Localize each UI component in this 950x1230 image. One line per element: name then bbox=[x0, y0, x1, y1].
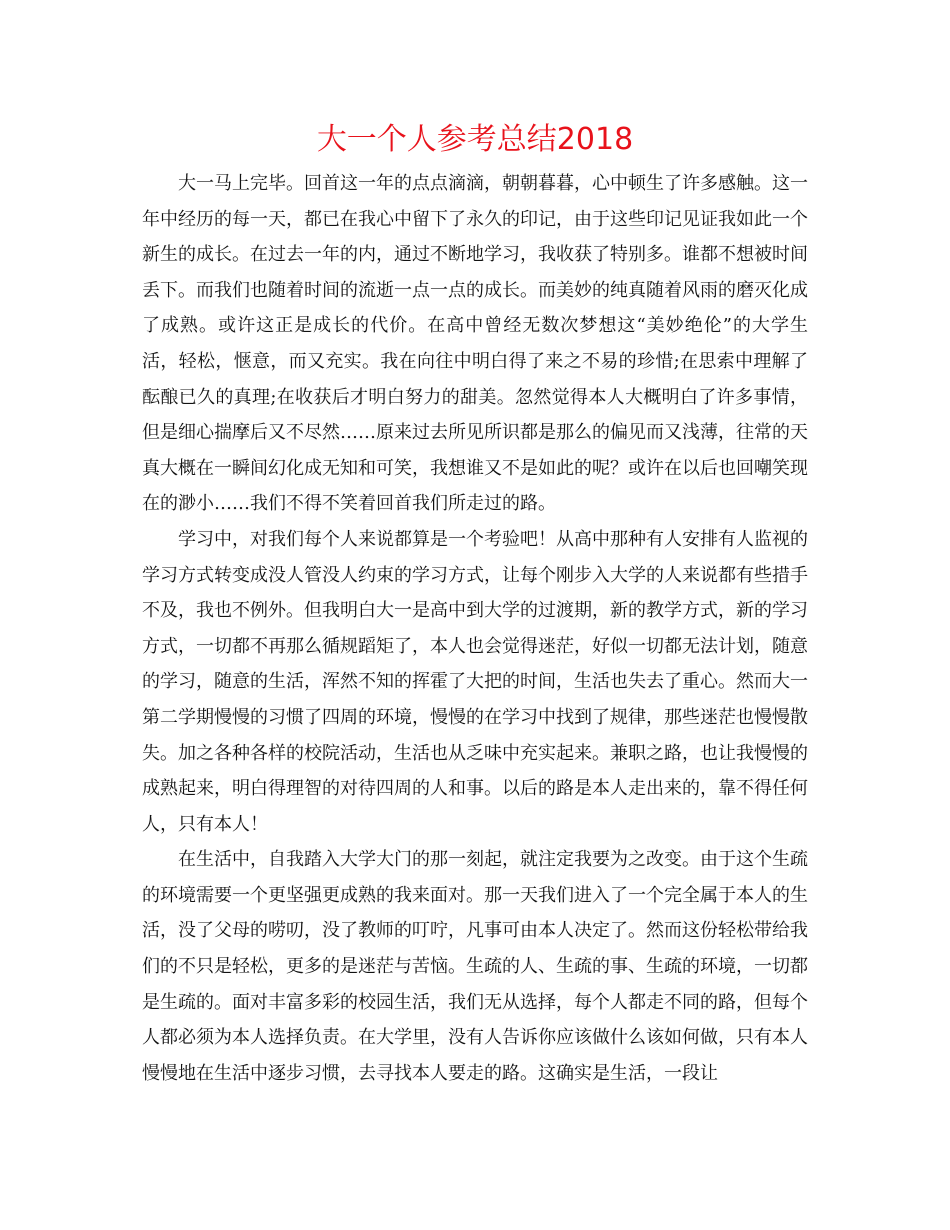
paragraph-1: 大一马上完毕。回首这一年的点点滴滴，朝朝暮暮，心中顿生了许多感触。这一年中经历的每一天，都已在我心中留下了永久的印记，由于这些印记见证我如此一个新生的成长。在过去一年的内，通过不断地学习，我收获了特别多。谁都不想被时间丢下。而我们也随着时间的流逝一点一点的成长。而美妙的纯真随着风雨的磨灭化成了成熟。或许这正是成长的代价。在高中曾经无数次梦想这“美妙绝伦”的大学生活，轻松，惬意，而又充实。我在向往中明白得了来之不易的珍惜;在思索中理解了酝酿已久的真理;在收获后才明白努力的甜美。忽然觉得本人大概明白了许多事情，但是细心揣摩后又不尽然……原来过去所见所识都是那么的偏见而又浅薄，往常的天真大概在一瞬间幻化成无知和可笑，我想谁又不是如此的呢？或许在以后也回嘲笑现在的渺小……我们不得不笑着回首我们所走过的路。 bbox=[142, 173, 808, 515]
paragraph-3: 在生活中，自我踏入大学大门的那一刻起，就注定我要为之改变。由于这个生疏的环境需要一个更坚强更成熟的我来面对。那一天我们进入了一个完全属于本人的生活，没了父母的唠叨，没了教师的叮咛，凡事可由本人决定了。然而这份轻松带给我们的不只是轻松，更多的是迷茫与苦恼。生疏的人、生疏的事、生疏的环境，一切都是生疏的。面对丰富多彩的校园生活，我们无从选择，每个人都走不同的路，但每个人都必须为本人选择负责。在大学里，没有人告诉你应该做什么该如何做，只有本人慢慢地在生活中逐步习惯，去寻找本人要走的路。这确实是生活，一段让 bbox=[142, 849, 808, 1084]
document-title: 大一个人参考总结2018 bbox=[316, 122, 634, 157]
paragraph-2: 学习中，对我们每个人来说都算是一个考验吧！从高中那种有人安排有人监视的学习方式转变成没人管没人约束的学习方式，让每个刚步入大学的人来说都有些措手不及，我也不例外。但我明白大一是高中到大学的过渡期，新的教学方式，新的学习方式，一切都不再那么循规蹈矩了，本人也会觉得迷茫，好似一切都无法计划，随意的学习，随意的生活，浑然不知的挥霍了大把的时间，生活也失去了重心。然而大一第二学期慢慢的习惯了四周的环境，慢慢的在学习中找到了规律，那些迷茫也慢慢散失。加之各种各样的校院活动，生活也从乏味中充实起来。兼职之路，也让我慢慢的成熟起来，明白得理智的对待四周的人和事。以后的路是本人走出来的，靠不得任何人，只有本人！ bbox=[142, 528, 808, 835]
